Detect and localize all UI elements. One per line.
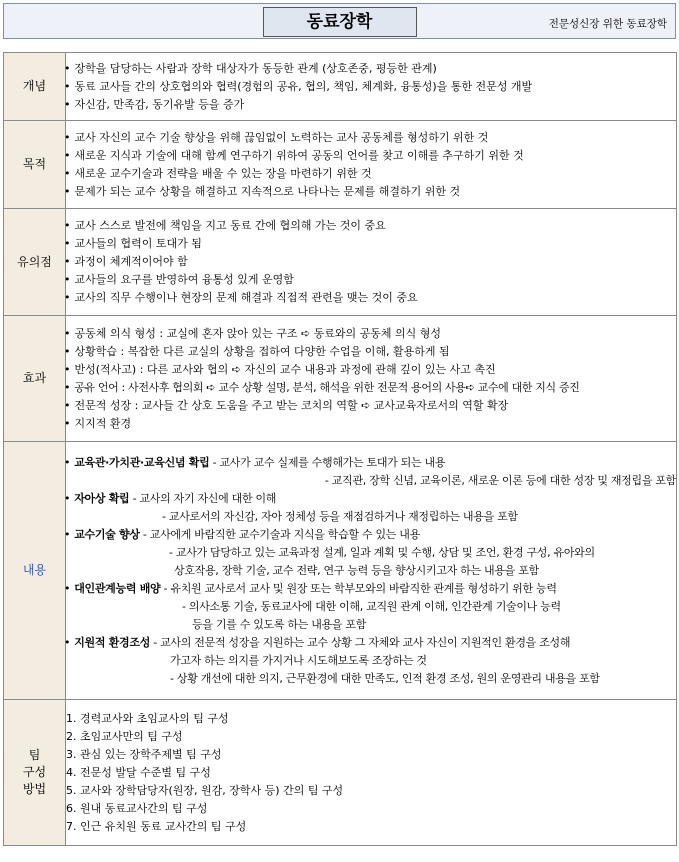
content-section [66, 454, 676, 472]
effect-result: 교수 상황 설명, 분석, 해석을 위한 전문적 용어의 사용 [218, 380, 466, 394]
effect-result: 자신의 교수 내용과 과정에 관해 깊이 있는 사고 촉진 [244, 362, 496, 376]
list-item [66, 397, 676, 415]
content-section [66, 634, 676, 652]
content-section [66, 580, 676, 598]
row-caution [4, 209, 677, 316]
effect-text: 상황학습 : 복잡한 다른 교실의 상황을 접하여 다양한 수업을 이해, 활용하게 됨 [74, 344, 450, 358]
row-purpose [4, 121, 677, 209]
row-team [4, 700, 677, 846]
list-item: 6. 원내 동료교사간의 팀 구성 [66, 801, 208, 815]
arrow-icon: ➪ [465, 380, 475, 394]
effect-result: 동료와의 공동체 의식 형성 [313, 326, 442, 340]
label-caution: 유의점 [4, 209, 66, 316]
section-head: 교육관·가치관·교육신념 확립 [74, 455, 210, 469]
section-cont: 등을 기를 수 있도록 하는 내용을 포함 [192, 617, 367, 631]
list-item: 5. 교사와 장학담당자(원장, 원감, 장학사 등) 간의 팀 구성 [66, 783, 344, 797]
body-purpose [66, 121, 677, 209]
list-item: • 교사의 직무 수행이나 현장의 문제 해결과 직접적 관련을 맺는 것이 중요 [66, 289, 676, 307]
list-item: 2. 초임교사만의 팀 구성 [66, 729, 183, 743]
section-cont: - 상황 개선에 대한 의지, 근무환경에 대한 만족도, 인적 환경 조성, 원의 운영관리 내용을 포함 [170, 671, 600, 685]
arrow-icon: ➪ [206, 380, 216, 394]
effect-text: 전문적 성장 : 교사들 간 상호 도움을 주고 받는 코치의 역할 [74, 398, 358, 412]
list-item [66, 361, 676, 379]
content-table [3, 52, 677, 846]
arrow-icon: ➪ [231, 362, 242, 376]
label-team [4, 700, 66, 846]
effect-text: 공동체 의식 형성 : 교실에 혼자 앉아 있는 구조 [74, 326, 298, 340]
label-team-line: 구성 [22, 765, 47, 779]
section-cont: - 의사소통 기술, 동료교사에 대한 이해, 교직원 관계 이해, 인간관계 기술이나 능력 [182, 599, 561, 613]
list-item: • 교사들의 협력이 토대가 됨 [66, 235, 676, 253]
content-section [66, 490, 676, 508]
list-item: • 과정이 체계적이어야 함 [66, 253, 676, 271]
row-concept [4, 53, 677, 121]
section-text: - 유치원 교사로서 교사 및 원장 또는 학부모와의 바람직한 관계를 형성하기 위한 능력 [160, 581, 557, 595]
section-head: 대인관계능력 배양 [74, 581, 161, 595]
list-item: • 자신감, 만족감, 동기유발 등을 증가 [66, 96, 676, 114]
section-cont: 상호작용, 장학 기술, 교수 전략, 연구 능력 등을 향상시키고자 하는 내용을 포함 [174, 563, 539, 577]
list-item [66, 325, 676, 343]
arrow-icon: ➪ [361, 398, 371, 412]
section-head: 자아상 확립 [74, 491, 130, 505]
list-item: • 교사 스스로 발전에 책임을 지고 동료 간에 협의해 가는 것이 중요 [66, 217, 676, 235]
arrow-icon: ➪ [300, 326, 311, 340]
label-purpose: 목적 [4, 121, 66, 209]
effect-text: 반성(적사고) : 다른 교사와 협의 [74, 362, 229, 376]
section-cont: 가고자 하는 의지를 가지거나 시도해보도록 조장하는 것 [170, 653, 427, 667]
row-effect [4, 316, 677, 442]
label-team-line: 팀 [28, 748, 41, 762]
list-item: • 새로운 지식과 기술에 대해 함께 연구하기 위하여 공동의 언어를 찾고 이해를 추구하기 위한 것 [66, 147, 676, 165]
row-content [4, 442, 677, 700]
body-team [66, 700, 677, 846]
section-text: - 교사의 전문적 성장을 지원하는 교수 상황 그 자체와 교사 자신이 지원적인 환경을 조성해 [150, 635, 571, 649]
section-head: 교수기술 향상 [74, 527, 140, 541]
list-item: 3. 관심 있는 장학주제별 팀 구성 [66, 747, 222, 761]
list-item: • 새로운 교수기술과 전략을 배울 수 있는 장을 마련하기 위한 것 [66, 165, 676, 183]
page-title: 동료장학 [263, 7, 417, 37]
list-item: • 동료 교사들 간의 상호협의와 협력(경험의 공유, 협의, 책임, 체계화, 융통성)을 통한 전문성 개발 [66, 78, 676, 96]
section-head: 지원적 환경조성 [74, 635, 151, 649]
header-bar [3, 3, 676, 39]
list-item [66, 343, 676, 361]
section-text: - 교사에게 바람직한 교수기술과 지식을 학습할 수 있는 내용 [139, 527, 420, 541]
section-cont: - 교직관, 장학 신념, 교육이론, 새로운 이론 등에 대한 성장 및 재정립을 포함 [324, 473, 676, 487]
list-item: 4. 전문성 발달 수준별 팀 구성 [66, 765, 211, 779]
list-item: • 교사 자신의 교수 기술 향상을 위해 끊임없이 노력하는 교사 공동체를 형성하기 위한 것 [66, 129, 676, 147]
body-caution [66, 209, 677, 316]
label-content: 내용 [4, 442, 66, 700]
effect-text: 지지적 환경 [74, 416, 132, 430]
body-content [66, 442, 677, 700]
label-team-line: 방법 [22, 782, 47, 796]
list-item: 7. 인근 유치원 동료 교사간의 팀 구성 [66, 819, 247, 833]
label-concept: 개념 [4, 53, 66, 121]
section-text: - 교사의 자기 자신에 대한 이해 [129, 491, 277, 505]
list-item [66, 379, 676, 397]
body-effect [66, 316, 677, 442]
effect-result: 교수에 대한 지식 증진 [477, 380, 580, 394]
list-item: 1. 경력교사와 초임교사의 팀 구성 [66, 711, 229, 725]
list-item: • 문제가 되는 교수 상황을 해결하고 지속적으로 나타나는 문제를 해결하기 위한 것 [66, 183, 676, 201]
section-cont: - 교사가 담당하고 있는 교육과정 설계, 일과 계획 및 수행, 상담 및 조언, 환경 구성, 유아와의 [169, 545, 595, 559]
section-cont: - 교사로서의 자신감, 자아 정체성 등을 재점검하거나 재정립하는 내용을 포함 [162, 509, 518, 523]
content-section [66, 526, 676, 544]
list-item: • 장학을 담당하는 사람과 장학 대상자가 동등한 관계 (상호존중, 평등한 관계) [66, 60, 676, 78]
list-item: • 교사들의 요구를 반영하여 융통성 있게 운영함 [66, 271, 676, 289]
effect-text: 공유 언어 : 사전사후 협의회 [74, 380, 204, 394]
page-subtitle: 전문성신장 위한 동료장학 [548, 18, 667, 30]
body-concept [66, 53, 677, 121]
section-text: - 교사가 교수 실제를 수행해가는 토대가 되는 내용 [209, 455, 446, 469]
list-item [66, 415, 676, 433]
label-effect: 효과 [4, 316, 66, 442]
effect-result: 교사교육자로서의 역할 확장 [373, 398, 509, 412]
